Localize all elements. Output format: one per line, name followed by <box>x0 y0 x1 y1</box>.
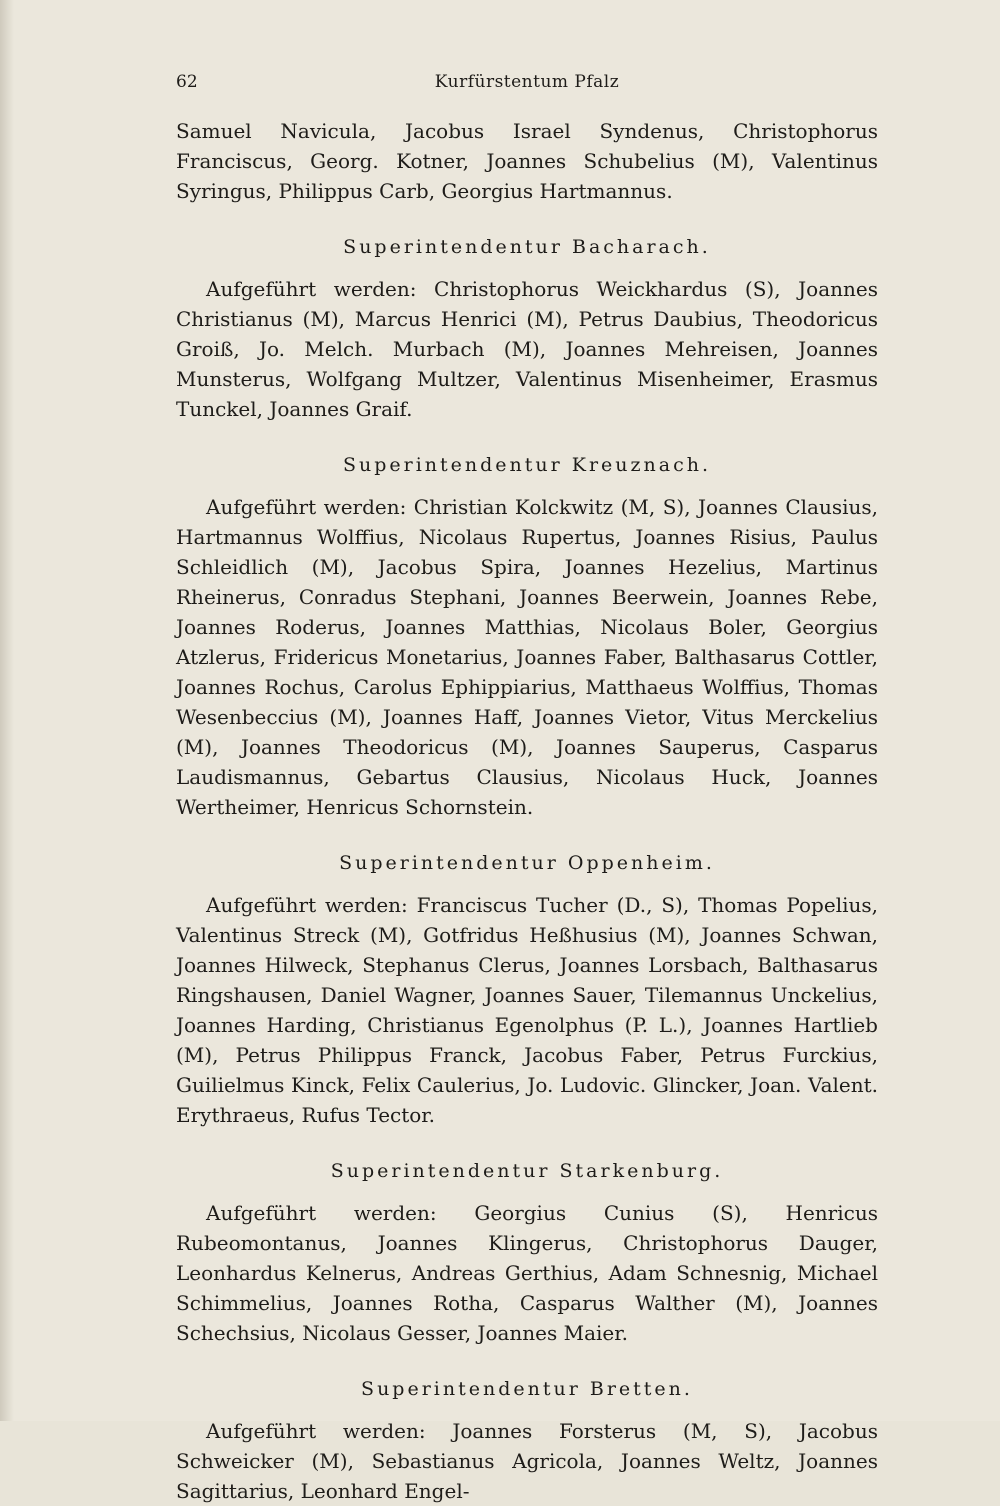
section-text-bretten: Aufgeführt werden: Joannes Forsterus (M, S), Jacobus Schweicker (M), Sebastianus Agricola, Joannes Weltz, Joannes Sagittarius, Leonhard Engel- <box>176 1419 878 1503</box>
page-number: 62 <box>176 72 198 92</box>
page-header <box>176 72 878 102</box>
section-text-oppenheim: Aufgeführt werden: Franciscus Tucher (D., S), Thomas Popelius, Valentinus Streck (M), Gotfridus Heßhusius (M), Joannes Schwan, Joannes Hilweck, Stephanus Clerus, Joannes Lorsbach, Balthasarus Ringshausen, Daniel Wagner, Joannes Sauer, Tilemannus Unckelius, Joannes Harding, Christianus Egenolphus (P. L.), Joannes Hartlieb (M), Petrus Philippus Franck, Jacobus Faber, Petrus Furckius, Guilielmus Kinck, Felix Caulerius, Jo. Ludovic. Glincker, Joan. Valent. Erythraeus, Rufus Tector. <box>176 893 878 1127</box>
page-body <box>176 116 878 1506</box>
section-heading-bacharach: Superintendentur Bacharach. <box>343 236 711 258</box>
section-heading-oppenheim: Superintendentur Oppenheim. <box>339 852 715 874</box>
intro-paragraph: Samuel Navicula, Jacobus Israel Syndenus, Christophorus Franciscus, Georg. Kotner, Joannes Schubelius (M), Valentinus Syringus, Philippus Carb, Georgius Hartmannus. <box>176 119 878 203</box>
section-text-kreuznach: Aufgeführt werden: Christian Kolckwitz (M, S), Joannes Clausius, Hartmannus Wolffius, Nicolaus Rupertus, Joannes Risius, Paulus Schleidlich (M), Jacobus Spira, Joannes Hezelius, Martinus Rheinerus, Conradus Stephani, Joannes Beerwein, Joannes Rebe, Joannes Roderus, Joannes Matthias, Nicolaus Boler, Georgius Atzlerus, Fridericus Monetarius, Joannes Faber, Balthasarus Cottler, Joannes Rochus, Carolus Ephippiarius, Matthaeus Wolffius, Thomas Wesenbeccius (M), Joannes Haff, Joannes Vietor, Vitus Merckelius (M), Joannes Theodoricus (M), Joannes Sauperus, Casparus Laudismannus, Gebartus Clausius, Nicolaus Huck, Joannes Wertheimer, Henricus Schornstein. <box>176 495 878 819</box>
section-heading-bretten: Superintendentur Bretten. <box>361 1378 693 1400</box>
section-text-starkenburg: Aufgeführt werden: Georgius Cunius (S), Henricus Rubeomontanus, Joannes Klingerus, Christophorus Dauger, Leonhardus Kelnerus, Andreas Gerthius, Adam Schnesnig, Michael Schimmelius, Joannes Rotha, Casparus Walther (M), Joannes Schechsius, Nicolaus Gesser, Joannes Maier. <box>176 1201 878 1345</box>
running-title: Kurfürstentum Pfalz <box>434 72 620 92</box>
section-heading-starkenburg: Superintendentur Starkenburg. <box>330 1160 724 1182</box>
page-edge-shadow <box>0 0 14 1421</box>
section-heading-kreuznach: Superintendentur Kreuznach. <box>342 454 712 476</box>
section-text-bacharach: Aufgeführt werden: Christophorus Weickhardus (S), Joannes Christianus (M), Marcus Henrici (M), Petrus Daubius, Theodoricus Groiß, Jo. Melch. Murbach (M), Joannes Mehreisen, Joannes Munsterus, Wolfgang Multzer, Valentinus Misenheimer, Erasmus Tunckel, Joannes Graif. <box>176 277 878 421</box>
